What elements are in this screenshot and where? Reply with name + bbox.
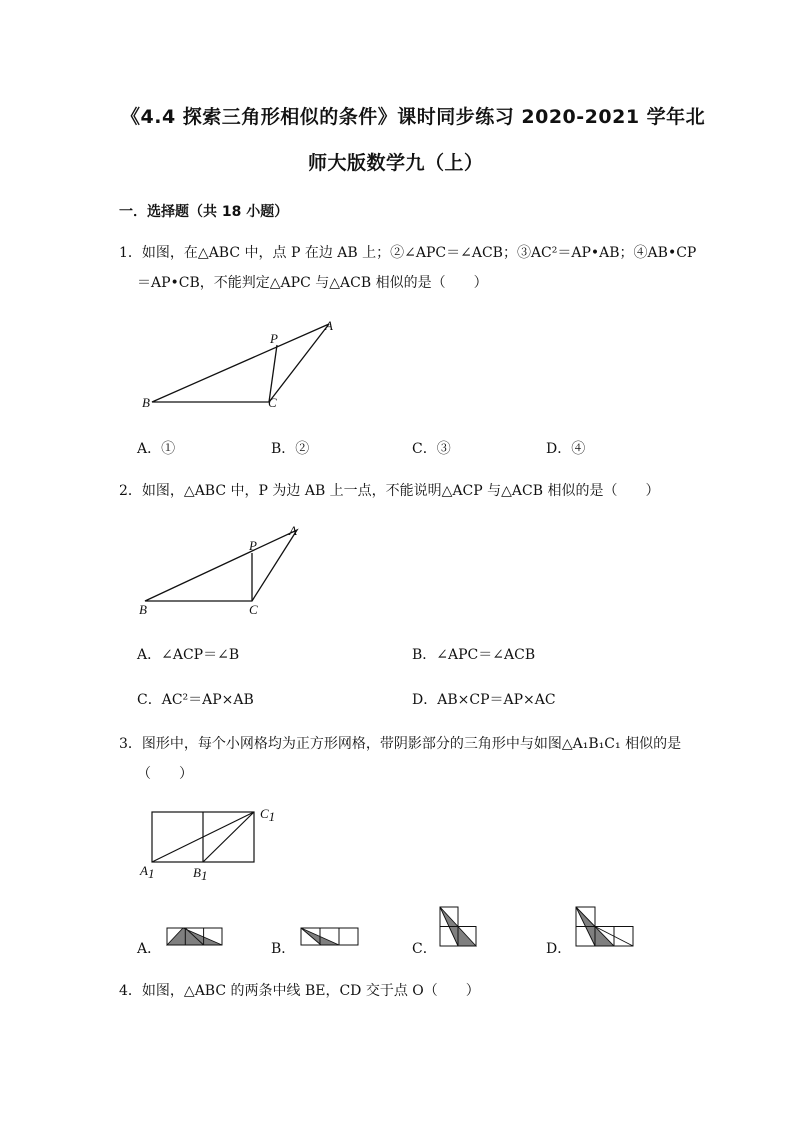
label-c: C (249, 602, 258, 617)
q3-option-c[interactable]: C． (412, 941, 437, 957)
label-b: B (142, 395, 150, 410)
label-p: P (249, 538, 257, 553)
label-a1: A1 (140, 863, 155, 881)
page-title-line2: 师大版数学九（上） (308, 152, 484, 174)
label-p: P (270, 331, 278, 346)
question-3-stem-line1 (119, 734, 681, 754)
question-2-text: 如图，△ABC 中，P 为边 AB 上一点，不能说明△ACP 与△ACB 相似的是（ ） (141, 483, 660, 499)
q3-option-d-figure (574, 905, 636, 949)
question-3-number: 3． (119, 736, 142, 752)
question-2-stem-line1 (119, 481, 659, 501)
question-1-number: 1． (119, 245, 142, 261)
label-a: A (325, 318, 333, 333)
q2-option-a[interactable]: A．∠ACP＝∠B (137, 647, 240, 663)
q1-option-c[interactable]: C．③ (412, 441, 451, 457)
question-1-text: 如图，在△ABC 中，点 P 在边 AB 上；②∠APC＝∠ACB；③AC²＝AP•AB；④AB•CP (141, 245, 697, 261)
q1-option-d[interactable]: D．④ (546, 441, 586, 457)
question-1-stem-line2: ＝AP•CB，不能判定△APC 与△ACB 相似的是（ ） (137, 275, 488, 291)
q1-option-a[interactable]: A．① (137, 441, 176, 457)
question-2-figure (135, 522, 310, 617)
question-2-number: 2． (119, 483, 142, 499)
q1-option-b[interactable]: B．② (271, 441, 310, 457)
question-3-text: 图形中，每个小网格均为正方形网格，带阴影部分的三角形中与如图△A₁B₁C₁ 相似的是 (141, 736, 682, 752)
q3-option-b[interactable]: B． (271, 941, 296, 957)
label-b1: B1 (193, 865, 208, 883)
segment-b1c1 (203, 812, 254, 862)
q3-option-a[interactable]: A． (137, 941, 162, 957)
question-4-text: 如图，△ABC 的两条中线 BE，CD 交于点 O（ ） (141, 983, 480, 999)
question-4-number: 4． (119, 983, 142, 999)
triangle-abc (152, 324, 329, 402)
q2-option-d[interactable]: D．AB×CP＝AP×AC (412, 692, 556, 708)
triangle-abc (145, 530, 297, 601)
question-1-stem-line1 (119, 243, 696, 263)
q3-option-b-figure (299, 926, 361, 948)
question-3-figure (135, 800, 285, 885)
q2-option-c[interactable]: C．AC²＝AP×AB (137, 692, 254, 708)
label-c: C (268, 395, 277, 410)
q3-option-c-figure (438, 905, 482, 949)
question-4-stem-line1 (119, 981, 480, 1001)
q3-option-d[interactable]: D． (546, 941, 572, 957)
question-3-stem-line2: （ ） (137, 766, 193, 782)
label-b: B (139, 602, 147, 617)
page-title-line1: 《4.4 探索三角形相似的条件》课时同步练习 2020-2021 学年北 (121, 106, 706, 128)
q3-option-a-figure (165, 926, 225, 948)
section-heading: 一．选择题（共 18 小题） (119, 204, 289, 220)
q2-option-b[interactable]: B．∠APC＝∠ACB (412, 647, 536, 663)
label-a: A (289, 523, 297, 538)
question-1-figure (140, 318, 340, 413)
label-c1: C1 (260, 806, 276, 824)
